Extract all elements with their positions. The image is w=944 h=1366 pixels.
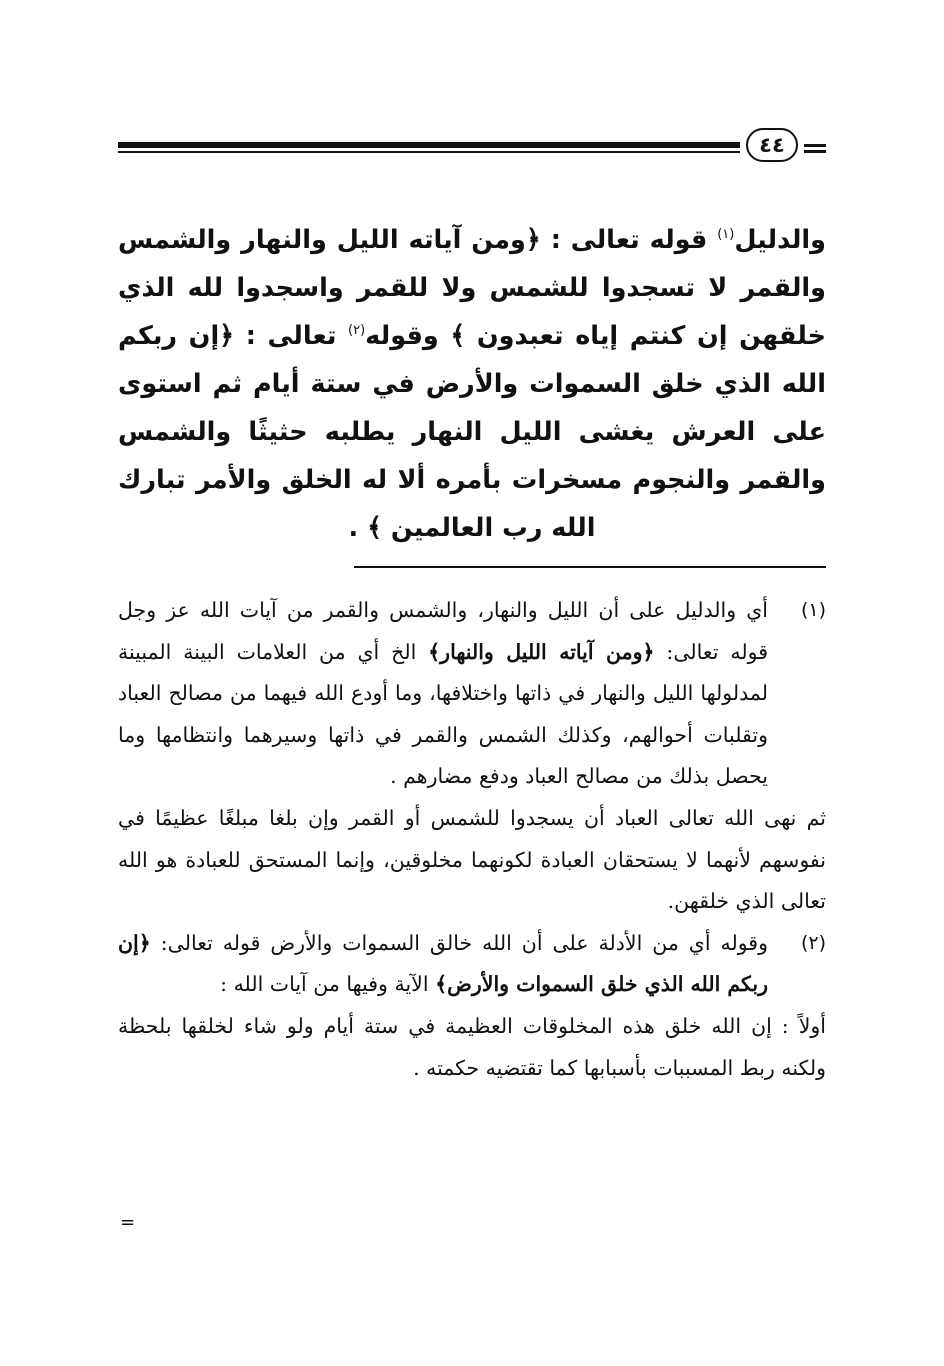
footnote-1	[118, 590, 826, 923]
footnote-paragraph: أولاً : إن الله خلق هذه المخلوقات العظيمة في ستة أيام ولو شاء لخلقها بلحظة ولكنه ربط المسببات بأسبابها كما تقتضيه حكمته .	[118, 1013, 826, 1080]
continuation-mark: =	[120, 1212, 136, 1233]
footnote-marker: (٢)	[800, 931, 826, 954]
header-rule-short	[804, 144, 826, 147]
footnote-body	[118, 590, 826, 923]
footnote-paragraph	[118, 923, 768, 1006]
main-text	[118, 216, 826, 552]
main-text-part-3: تعالى : ﴿إن ربكم الله الذي خلق السموات والأرض في ستة أيام ثم استوى على العرش يغشى الليل النهار يطلبه حثيثًا والشمس والقمر والنجوم مسخرات بأمره ألا له الخلق والأمر تبارك الله رب العالمين ﴾ .	[118, 321, 826, 543]
footnote-ref-2: (٢)	[348, 323, 366, 338]
page-number: ٤٤	[746, 128, 798, 162]
page-header	[118, 128, 826, 166]
footnote-paragraph	[118, 590, 768, 798]
main-text-part-2: قوله تعالى : ﴿ومن آياته الليل والنهار والشمس والقمر لا تسجدوا للشمس ولا للقمر واسجدوا لله الذي خلقهن إن كنتم إياه تعبدون ﴾ وقوله	[118, 225, 826, 351]
header-rule	[118, 142, 740, 148]
footnote-2	[118, 923, 826, 1089]
footnotes	[118, 590, 826, 1089]
footnote-text: وقوله أي من الأدلة على أن الله خالق السموات والأرض قوله تعالى:	[150, 930, 768, 955]
header-rule-thin	[118, 151, 740, 153]
main-text-part-1: والدليل	[734, 225, 826, 255]
footnote-text: الخ أي من العلامات البينة المبينة لمدلولها الليل والنهار في ذاتها واختلافها، وما أودع الله فيهما من مصالح العباد وتقلبات أحوالهم، وكذلك الشمس والقمر في ذاتها وسيرهما وانتظامها وما يحصل بذلك من مصالح العباد ودفع مضارهم .	[118, 639, 768, 789]
footnote-paragraph: ثم نهى الله تعالى العباد أن يسجدوا للشمس أو القمر وإن بلغا مبلغًا عظيمًا في نفوسهم لأنهما لا يستحقان العبادة لكونهما مخلوقين، وإنما المستحق للعبادة هو الله تعالى الذي خلقهن.	[118, 805, 826, 914]
quran-quote: ﴿ومن آياته الليل والنهار﴾	[428, 639, 655, 664]
footnote-text: أي والدليل على أن الليل والنهار، والشمس والقمر من آيات الله عز وجل قوله تعالى:	[118, 598, 768, 664]
footnote-body	[118, 923, 826, 1089]
footnote-marker: (١)	[800, 599, 826, 621]
quran-quote: ﴿إن ربكم الله الذي خلق السموات والأرض﴾	[118, 930, 768, 997]
footnote-separator	[354, 566, 826, 568]
footnote-ref-1: (١)	[717, 227, 735, 242]
footnote-text: الآية وفيها من آيات الله :	[220, 972, 436, 997]
